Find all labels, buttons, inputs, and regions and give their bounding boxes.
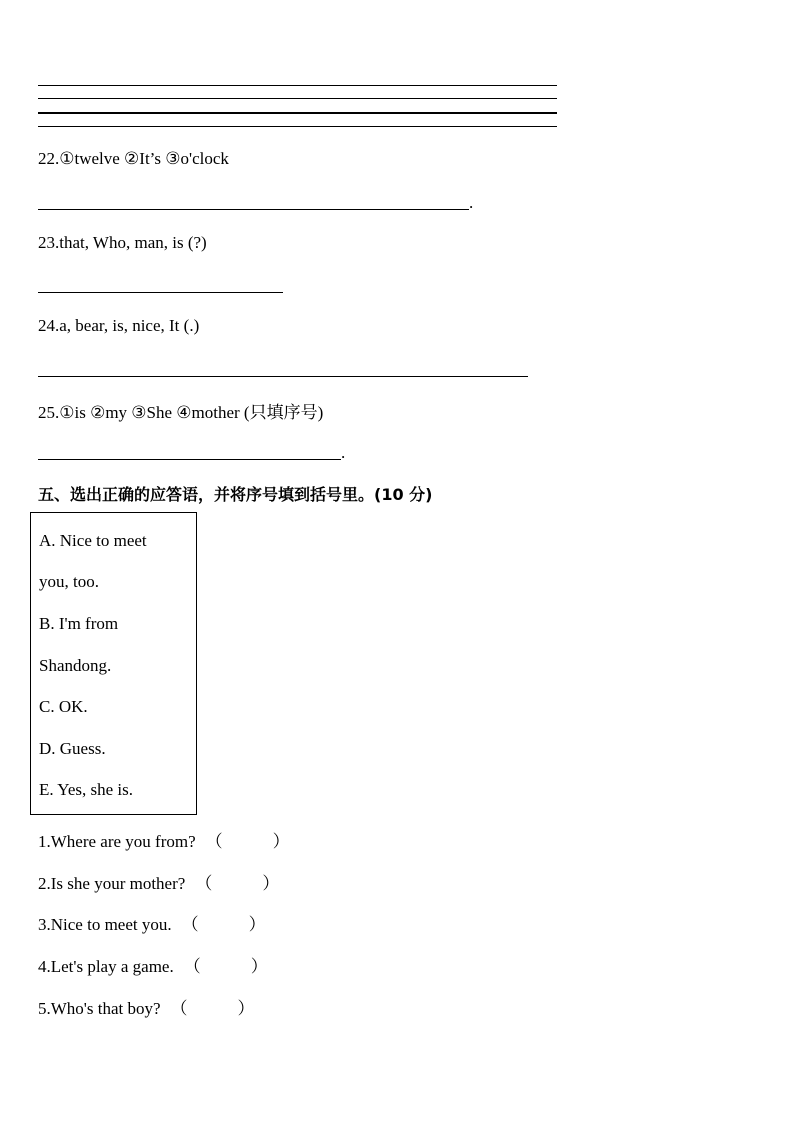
close-paren: ）: [250, 957, 268, 976]
answer-blank[interactable]: [195, 869, 279, 894]
answer-blank[interactable]: [184, 952, 268, 977]
dialog-item: [38, 869, 279, 894]
answer-line: [38, 112, 557, 114]
item-text: 3.Nice to meet you.: [38, 915, 172, 934]
question-23: 23.that, Who, man, is (?): [38, 233, 207, 252]
option-line: Shandong.: [39, 656, 112, 675]
open-paren: （: [170, 999, 188, 1018]
answer-period-22: .: [469, 193, 474, 212]
question-25: 25.①is ②my ③She ④mother (只填序号): [38, 403, 324, 422]
answer-line: [38, 126, 557, 127]
answer-line-22[interactable]: [38, 209, 469, 210]
open-paren: （: [183, 957, 201, 976]
question-22: 22.①twelve ②It’s ③o'clock: [38, 149, 229, 168]
option-line: B. I'm from: [39, 614, 119, 633]
option-line: D. Guess.: [39, 739, 106, 758]
option-line: C. OK.: [39, 697, 88, 716]
open-paren: （: [205, 832, 223, 851]
dialog-item: [38, 827, 290, 852]
answer-line-25[interactable]: [38, 459, 341, 460]
open-paren: （: [181, 915, 199, 934]
option-line: A. Nice to meet: [39, 531, 147, 550]
option-line: you, too.: [39, 572, 99, 591]
dialog-item: [38, 910, 266, 935]
option-line: E. Yes, she is.: [39, 780, 133, 799]
item-text: 5.Who's that boy?: [38, 999, 161, 1018]
open-paren: （: [195, 874, 213, 893]
answer-line-23[interactable]: [38, 292, 283, 293]
answer-line: [38, 85, 557, 86]
answer-line-24[interactable]: [38, 376, 528, 377]
answer-blank[interactable]: [206, 827, 290, 852]
item-text: 2.Is she your mother?: [38, 874, 186, 893]
answer-blank[interactable]: [182, 910, 266, 935]
item-text: 4.Let's play a game.: [38, 957, 174, 976]
options-box: [30, 512, 197, 815]
answer-line: [38, 98, 557, 99]
item-text: 1.Where are you from?: [38, 832, 196, 851]
dialog-item: [38, 952, 268, 977]
answer-period-25: .: [341, 443, 346, 462]
close-paren: ）: [248, 915, 266, 934]
dialog-item: [38, 994, 255, 1019]
answer-blank[interactable]: [171, 994, 255, 1019]
question-24: 24.a, bear, is, nice, It (.): [38, 316, 200, 335]
close-paren: ）: [272, 832, 290, 851]
close-paren: ）: [262, 874, 280, 893]
section-heading: 五、选出正确的应答语，并将序号填到括号里。(10 分): [38, 485, 433, 504]
close-paren: ）: [237, 999, 255, 1018]
